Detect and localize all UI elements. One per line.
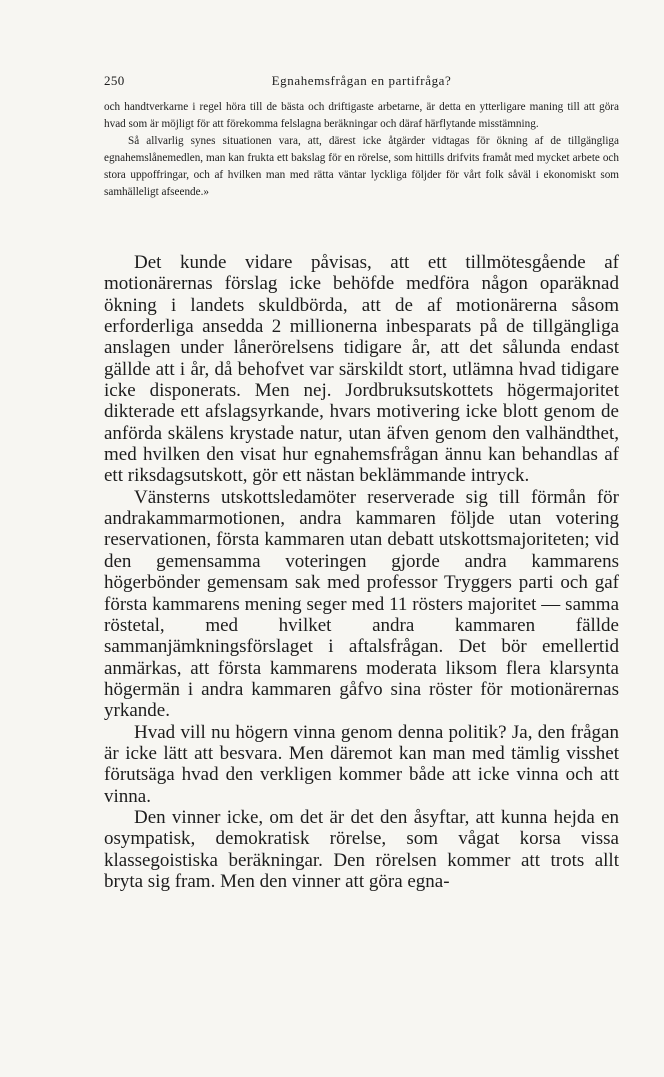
page-header	[104, 73, 619, 89]
quoted-passage	[104, 99, 619, 202]
quote-paragraph: Så allvarlig synes situationen vara, att, därest icke åtgärder vidtagas för ökning af de tillgängliga egnahemslånemedlen, man kan frukta ett bakslag för en rörelse, som hittills drifvits framåt med mycket arbete och stora uppoffringar, och af hvilken man med rätta väntar lyckliga följder för vårt folk såväl i ekonomiskt som samhälleligt afseende.»	[104, 135, 619, 199]
body-paragraph: Den vinner icke, om det är det den åsyftar, att kunna hejda en osympatisk, demokratisk rörelse, som vågat korsa vissa klassegoistiska beräkningar. Den rörelsen kommer att trots allt bryta sig fram. Men den vinner att göra egna-	[104, 806, 619, 892]
page-number: 250	[104, 73, 125, 88]
running-title: Egnahemsfrågan en partifråga?	[271, 73, 452, 88]
body-paragraph: Vänsterns utskottsledamöter reserverade sig till förmån för andrakammarmotionen, andra kammaren följde utan votering reservationen, första kammaren utan debatt utskottsmajoriteten; vid den gemensamma voteringen gjorde andra kammarens högerbönder gemensam sak med professor Tryggers parti och gaf första kammarens mening seger med 11 rösters majoritet — samma röstetal, med hvilket andra kammaren fällde sammanjämkningsförslaget i aftalsfrågan. Det bör emellertid anmärkas, att första kammarens moderata liksom flera klarsynta högermän i andra kammaren gåfvo sina röster för motionärernas yrkande.	[104, 486, 619, 722]
body-paragraph: Hvad vill nu högern vinna genom denna politik? Ja, den frågan är icke lätt att besvara. Men däremot kan man med tämlig visshet förutsäga hvad den verkligen kommer både att icke vinna och att vinna.	[104, 721, 619, 807]
main-text	[104, 252, 619, 892]
quote-paragraph: och handtverkarne i regel höra till de bästa och driftigaste arbetarne, är detta en ytterligare maning till att göra hvad som är möjligt för att förekomma felslagna beräkningar och däraf härflytande misstämning.	[104, 101, 619, 131]
body-paragraph: Det kunde vidare påvisas, att ett tillmötesgående af motionärernas förslag icke behöfde medföra någon oparäknad ökning i landets skuldbörda, att de af motionärerna såsom erforderliga ansedda 2 millionerna inbesparats på de tillgängliga anslagen under lånerörelsens tidigare år, att det sålunda endast gällde att i år, då behofvet var särskildt stort, utlämna hvad tidigare icke disponerats. Men nej. Jordbruksutskottets högermajoritet dikterade ett afslagsyrkande, hvars motivering icke blott genom de anförda skälens krystade natur, utan äfven genom den valhändthet, med hvilken den visat hur egnahemsfrågan ännu kan behandlas af ett riksdagsutskott, gör ett nästan beklämmande intryck.	[104, 252, 619, 487]
